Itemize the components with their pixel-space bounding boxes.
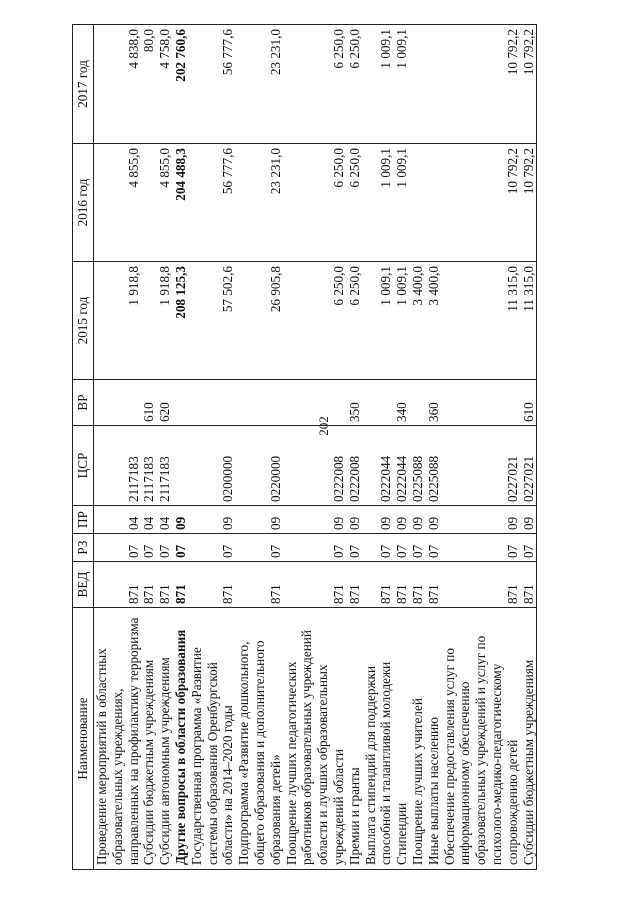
cell-csr: 0225088 [410,426,426,506]
cell-csr: 0222044 [363,426,395,506]
cell-2016: 6 250,0 [347,144,363,262]
cell-vr: 350 [347,380,363,426]
cell-vr: 340 [394,380,410,426]
cell-rz: 07 [94,534,142,562]
cell-2017 [410,25,426,144]
table-row [141,25,157,870]
cell-vr [442,380,521,426]
header-vr: ВР [73,380,94,426]
cell-2016: 10 792,2 [521,144,537,262]
cell-pr: 09 [236,506,283,534]
cell-2015: 11 315,0 [521,262,537,380]
cell-ved: 871 [236,562,283,608]
cell-2015: 1 918,8 [157,262,173,380]
cell-2017: 10 792,2 [442,25,521,144]
table-row [347,25,363,870]
cell-2017: 56 777,6 [189,25,236,144]
cell-2016: 4 855,0 [94,144,142,262]
cell-vr [189,380,236,426]
table-row [284,25,347,870]
cell-ved: 871 [284,562,347,608]
table-body [94,25,537,870]
cell-name: Государственная программа «Развитие системы образования Оренбургской области» на 2014–2020 годы [189,608,236,870]
cell-csr: 2117183 [157,426,173,506]
header-pr: ПР [73,506,94,534]
cell-name: Обеспечение предоставления услуг по информационному обеспечению образовательных учреждений и услуг по психолого-медико-педагогическому сопровождению детей [442,608,521,870]
cell-2017: 1 009,1 [363,25,395,144]
cell-ved: 871 [173,562,189,608]
header-2017: 2017 год [73,25,94,144]
cell-rz: 07 [394,534,410,562]
cell-2015: 1 009,1 [363,262,395,380]
table-row [173,25,189,870]
cell-2017: 23 231,0 [236,25,283,144]
cell-2016: 1 009,1 [363,144,395,262]
table-row [442,25,521,870]
cell-rz: 07 [236,534,283,562]
cell-ved: 871 [141,562,157,608]
header-csr: ЦСР [73,426,94,506]
table-row [394,25,410,870]
cell-name: Поощрение лучших педагогических работников образовательных учреждений области и лучших образовательных учреждений области [284,608,347,870]
cell-pr: 09 [189,506,236,534]
cell-vr: 360 [426,380,442,426]
cell-2017: 4 758,0 [157,25,173,144]
cell-2015: 57 502,6 [189,262,236,380]
cell-rz: 07 [521,534,537,562]
cell-name: Субсидии бюджетным учреждениям [521,608,537,870]
cell-pr: 09 [426,506,442,534]
cell-pr: 04 [141,506,157,534]
table-row [157,25,173,870]
table-row [426,25,442,870]
header-name: Наименование [73,608,94,870]
cell-2016: 10 792,2 [442,144,521,262]
cell-csr: 2117183 [141,426,157,506]
cell-name: Подпрограмма «Развитие дошкольного, общего образования и дополнительного образования детей» [236,608,283,870]
cell-csr: 0222008 [347,426,363,506]
cell-vr: 620 [157,380,173,426]
cell-ved: 871 [442,562,521,608]
cell-csr: 0220000 [236,426,283,506]
cell-pr: 09 [173,506,189,534]
cell-2015: 1 009,1 [394,262,410,380]
cell-csr: 2117183 [94,426,142,506]
cell-name: Выплата стипендий для поддержки способной и талантливой молодежи [363,608,395,870]
header-rz: РЗ [73,534,94,562]
cell-name: Иные выплаты населению [426,608,442,870]
cell-2017: 1 009,1 [394,25,410,144]
table-row [410,25,426,870]
cell-vr [173,380,189,426]
cell-pr: 09 [442,506,521,534]
table-row [94,25,142,870]
cell-2017: 6 250,0 [284,25,347,144]
cell-pr: 04 [94,506,142,534]
cell-ved: 871 [426,562,442,608]
cell-pr: 09 [284,506,347,534]
cell-name: Другие вопросы в области образования [173,608,189,870]
cell-ved: 871 [394,562,410,608]
cell-name: Проведение мероприятий в областных образовательных учреждениях, направленных на профилактику терроризма [94,608,142,870]
cell-2017: 4 838,0 [94,25,142,144]
rotated-budget-table-page [72,25,612,870]
cell-2017: 80,0 [141,25,157,144]
cell-vr [284,380,347,426]
cell-rz: 07 [347,534,363,562]
cell-2017: 6 250,0 [347,25,363,144]
cell-ved: 871 [189,562,236,608]
cell-2015: 6 250,0 [347,262,363,380]
cell-rz: 07 [426,534,442,562]
cell-rz: 07 [173,534,189,562]
header-2016: 2016 год [73,144,94,262]
cell-rz: 07 [157,534,173,562]
cell-ved: 871 [410,562,426,608]
cell-rz: 07 [442,534,521,562]
cell-vr [363,380,395,426]
cell-rz: 07 [141,534,157,562]
cell-pr: 04 [157,506,173,534]
cell-2017: 202 760,6 [173,25,189,144]
cell-name: Субсидии бюджетным учреждениям [141,608,157,870]
cell-vr [94,380,142,426]
header-ved: ВЕД [73,562,94,608]
cell-name: Премии и гранты [347,608,363,870]
cell-vr: 610 [141,380,157,426]
cell-ved: 871 [521,562,537,608]
cell-vr [236,380,283,426]
cell-pr: 09 [347,506,363,534]
cell-pr: 09 [394,506,410,534]
cell-pr: 09 [521,506,537,534]
cell-pr: 09 [363,506,395,534]
table-header-row [73,25,94,870]
cell-name: Поощрение лучших учителей [410,608,426,870]
cell-rz: 07 [284,534,347,562]
cell-2015: 3 400,0 [426,262,442,380]
header-2015: 2015 год [73,262,94,380]
cell-2016 [426,144,442,262]
cell-2016 [410,144,426,262]
cell-2016: 1 009,1 [394,144,410,262]
cell-2015 [141,262,157,380]
cell-2015: 6 250,0 [284,262,347,380]
cell-rz: 07 [363,534,395,562]
cell-2017 [426,25,442,144]
cell-2015: 3 400,0 [410,262,426,380]
cell-2015: 26 905,8 [236,262,283,380]
cell-2015: 11 315,0 [442,262,521,380]
cell-csr [173,426,189,506]
cell-name: Субсидии автономным учреждениям [157,608,173,870]
cell-pr: 09 [410,506,426,534]
page-number: 202 [315,416,331,436]
cell-ved: 871 [347,562,363,608]
cell-vr: 610 [521,380,537,426]
cell-ved: 871 [157,562,173,608]
cell-2016: 23 231,0 [236,144,283,262]
table-row [189,25,236,870]
cell-csr: 0222008 [284,426,347,506]
cell-2016: 204 488,3 [173,144,189,262]
cell-2015: 1 918,8 [94,262,142,380]
cell-vr [410,380,426,426]
cell-rz: 07 [189,534,236,562]
cell-2017: 10 792,2 [521,25,537,144]
cell-rz: 07 [410,534,426,562]
cell-name: Стипендии [394,608,410,870]
cell-ved: 871 [94,562,142,608]
cell-ved: 871 [363,562,395,608]
cell-csr: 0225088 [426,426,442,506]
cell-2016: 4 855,0 [157,144,173,262]
cell-2016: 56 777,6 [189,144,236,262]
table-row [363,25,395,870]
cell-csr: 0200000 [189,426,236,506]
table-row [521,25,537,870]
cell-csr: 0222044 [394,426,410,506]
table-row [236,25,283,870]
cell-2015: 208 125,3 [173,262,189,380]
budget-table [72,24,537,870]
cell-2016: 6 250,0 [284,144,347,262]
cell-csr: 0227021 [442,426,521,506]
cell-csr: 0227021 [521,426,537,506]
cell-2016 [141,144,157,262]
